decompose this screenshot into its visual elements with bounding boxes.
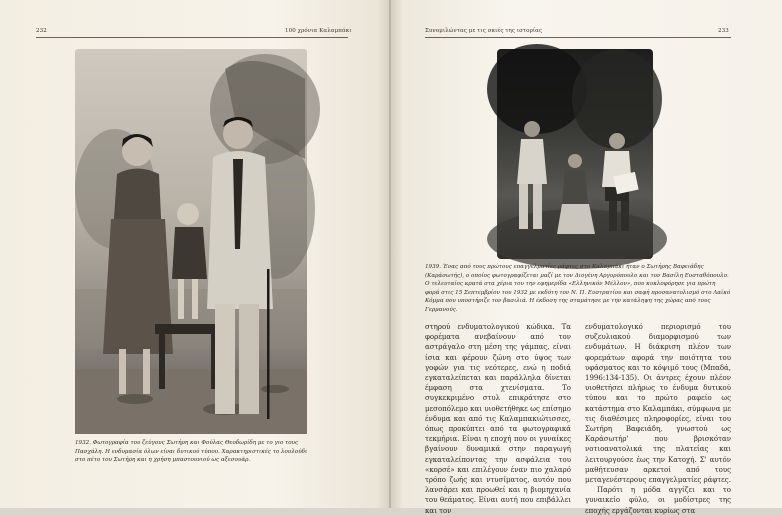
- right-page-number: 233: [718, 28, 729, 34]
- family-portrait-illustration: [75, 49, 307, 434]
- three-men-illustration: [497, 49, 653, 259]
- right-page: [391, 0, 782, 515]
- left-header-rule: [36, 37, 348, 38]
- three-men-outdoor-photo: [497, 49, 653, 259]
- family-portrait-photo: [75, 49, 307, 434]
- left-photo-caption: 1932. Φωτογραφία του ζεύγους Σωτήρη και Φούλας Θεοδωρίδη με το γιο τους Πασχάλη. Η ενδυμασία όλων είναι δυτικού τύπου. Χαρακτηριστικές το λουλούδι στο πέτο του Σωτήρη και η χρήση μπαστουνιού ως αξεσουάρ.: [75, 440, 308, 464]
- left-page-number: 232: [36, 28, 47, 34]
- text-column-2: [585, 322, 731, 516]
- right-photo-caption: 1939. Ένας από τους πρώτους επαγγελματίες ράφτες στο Καλαμπάκι ήταν ο Σωτήρης Βαφειάδης (Καράσωτής), ο οποίος φωτογραφίζεται μαζί με τον Διογένη Αργυρόπουλο και τον Βασίλη Ευσταθόπουλο. Ο τελευταίος κρατά στα χέρια του την εφημερίδα «Ελληνικόν Μέλλον», που κυκλοφόρησε για πρώτη φορά στις 15 Σεπτεμβρίου του 1932 με εκδότη τον Ν. Π. Ευστρατίου και σαφή προσανατολισμό στο Λαϊκό Κόμμα που υποστήριζε τον βασιλιά. Η έκδοση της σταμάτησε με την κατάληψη της χώρας από τους Γερμανούς.: [425, 264, 731, 313]
- right-running-head: Συνομιλώντας με τις σκιές της ιστορίας: [425, 28, 543, 34]
- right-header-rule: [425, 37, 731, 38]
- column2-paragraph-1: ενδυματολογικό περιορισμό του συζευλιακού διαμορφισμού των ενδυμάτων. Η διάκριση πλέον των φορεμάτων αφορά την ποιότητα του υφάσματος και το κόψιμό τους (Μπαδά, 1996:134-135). Οι άντρες έχουν πλέον υιοθετήσει πλήρως το ένδυμα δυτικού τύπου και το πρώτο ραφείο ως κατάστημα στο Καλαμπάκι, σύμφωνα με τις διαθέσιμες πληροφορίες, είναι του Σωτήρη Βαφειάδη, γνωστού ως Καράσωτήρ' που βρισκόταν νοτιοανατολικά της πλατείας και λειτουργούσε έως την Κατοχή. Σ' αυτόν μαθήτευσαν αρκετοί από τους μεταγενέστερους επαγγελματίες ράφτες.: [585, 323, 731, 485]
- left-page: [0, 0, 389, 508]
- column1-paragraph: στηρού ενδυματολογικού κώδικα. Τα φορέματα ανεβαίνουν από τον αστράγαλο στη μέση της γάμπας, είναι ίσια και φέρουν ζώνη στο ύψος των γοφών για τις νεότερες, ενώ η ποδιά εγκαταλείπεται και παράλληλα δίνεται έμφαση στα χτενίσματα. Το συγκεκριμένο στυλ επικράτησε στο μεσοπόλεμο και υιοθετήθηκε ως επίσημο ένδυμα και από τις Καλαμπακιώτισσες, όπως προκύπτει από τα φωτογραφικά τεκμήρια. Είναι η εποχή που οι γυναίκες βγαίνουν δυναμικά στην παραγωγή εγκαταλείποντας την ασφάλεια του «κορσέ» και επιλέγουν έναν πιο χαλαρό τρόπο ζωής και ντυσίματος, αυτόν που λανσάρει και προωθεί και η βιομηχανία του θεάματος. Είναι αυτή που επιβάλλει και τον: [425, 323, 571, 515]
- column2-paragraph-2: Παρότι η μόδα αγγίζει και το γυναικείο φύλο, οι μοδίστρες της εποχής εργάζονται κυρίως στα: [585, 486, 731, 515]
- left-running-head: 100 χρόνια Καλαμπάκι: [285, 28, 352, 34]
- text-column-1: [425, 322, 571, 516]
